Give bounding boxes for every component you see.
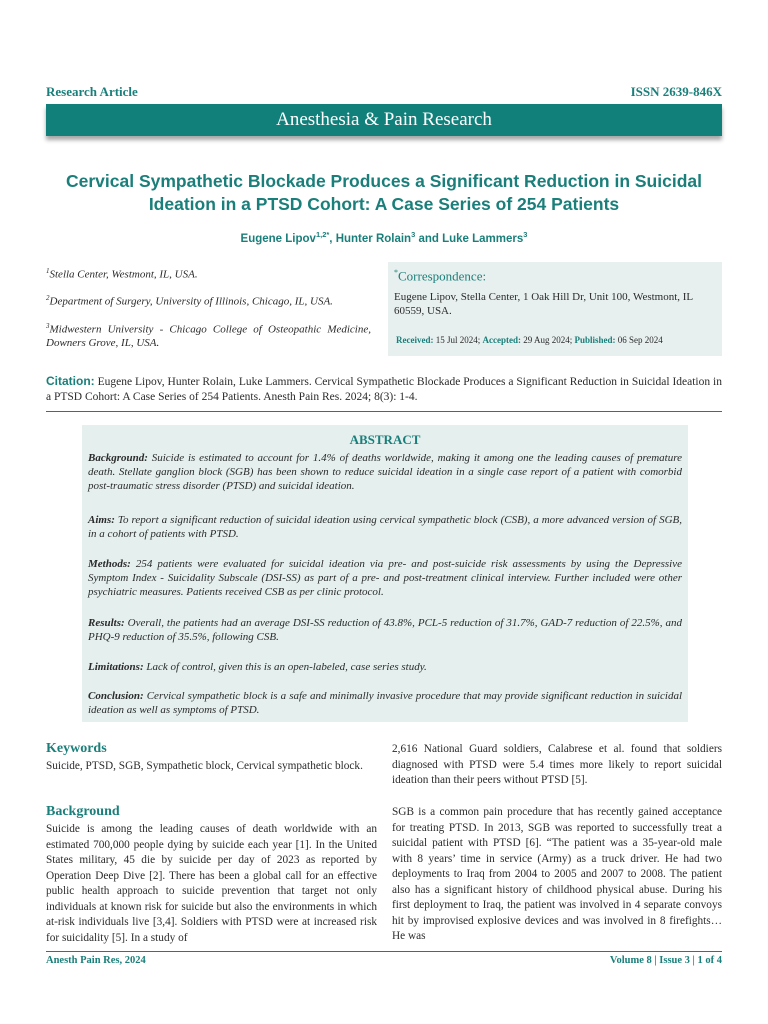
author-name: Hunter Rolain [335,232,412,245]
background-paragraph-right-1: 2,616 National Guard soldiers, Calabrese et al. found that soldiers diagnosed with PTSD were 5.4 times more likely to report suicidal ideation than their peers without PTSD [5]. [392,743,722,786]
author-affiliation-mark: 3 [411,230,416,239]
affiliation-number: 2 [46,294,50,302]
citation-text: Eugene Lipov, Hunter Rolain, Luke Lammers. Cervical Sympathetic Blockade Produces a Significant Reduction in Suicidal Ideation in a PTSD Cohort: A Case Series of 254 Patients. Anesth Pain Res. 2024; 8(3): 1-4. [46,376,722,403]
affiliation-number: 1 [46,267,50,275]
footer-divider [46,951,722,952]
journal-banner [46,104,722,136]
affiliation [46,292,371,309]
abstract-aims [88,513,682,541]
footer-volume-page: Volume 8 | Issue 3 | 1 of 4 [609,955,722,966]
abstract-heading: ABSTRACT [349,432,421,447]
affiliation-text: Stella Center, Westmont, IL, USA. [49,268,198,281]
abstract-results [88,616,682,644]
header-line [46,84,722,102]
article-dates [396,335,718,345]
journal-name: Anesthesia & Pain Research [276,109,492,130]
abstract-label: Results: [88,617,125,629]
affiliation [46,320,371,350]
accepted-date: 29 Aug 2024; [520,335,575,345]
keywords-text: Suicide, PTSD, SGB, Sympathetic block, Cervical sympathetic block. [46,760,363,772]
abstract-label: Limitations: [88,661,144,673]
affiliation-number: 3 [46,322,50,330]
background-paragraph-left: Suicide is among the leading causes of death worldwide with an estimated 700,000 people dying by suicide each year [1]. In the United States military, 45 die by suicide per day of 2023 as reported by Operation Deep Dive [2]. There has been a global call for an effective public health approach to suicide prevention that target not only individuals at known risk for suicide but also the environments in which at-risk individuals live [3,4]. Soldiers with PTSD were at increased risk for suicidality [5]. In a study of [46,823,377,944]
correspondence-heading [394,268,486,284]
abstract-label: Background: [88,452,148,464]
author-name: Luke Lammers [442,232,524,245]
keywords-heading: Keywords [46,741,107,756]
abstract-text: Cervical sympathetic block is a safe and minimally invasive procedure that may provide significant reduction in suicidal ideation as well as symptoms of PTSD. [88,690,682,716]
citation-label: Citation: [46,374,95,388]
abstract-box [82,425,688,722]
published-date: 06 Sep 2024 [615,335,663,345]
correspondence-address: Eugene Lipov, Stella Center, 1 Oak Hill Dr, Unit 100, Westmont, IL 60559, USA. [394,291,693,317]
abstract-label: Conclusion: [88,690,144,702]
author-separator: , [329,232,336,245]
background-heading: Background [46,804,120,819]
abstract-text: Lack of control, given this is an open-labeled, case series study. [143,661,427,673]
correspondence-box [388,262,722,356]
affiliation-text: Midwestern University - Chicago College of Osteopathic Medicine, Downers Grove, IL, USA. [46,323,371,349]
abstract-background [88,451,682,493]
background-paragraph-right-2: SGB is a common pain procedure that has recently gained acceptance for treating PTSD. In 2013, SGB was reported to successfully treat a suicidal patient with PTSD [6]. “The patient was a 35-year-old male with 8 years’ time in service (Army) as a truck driver. He had two deployments to Iraq from 2004 to 2005 and 2007 to 2008. The patient also has a significant history of childhood physical abuse. During his first deployment to Iraq, the patient was involved in 4 separate convoys hit by improvised explosive devices and was involved in 8 firefights… He was [392,806,722,942]
abstract-conclusion [88,689,682,717]
article-title: Cervical Sympathetic Blockade Produces a Significant Reduction in Suicidal Ideation in a PTSD Cohort: A Case Series of 254 Patients [65,171,702,214]
abstract-text: Overall, the patients had an average DSI-SS reduction of 43.8%, PCL-5 reduction of 31.7%, GAD-7 reduction of 22.5%, and PHQ-9 reduction of 35.5%, following CSB. [88,617,682,643]
author-separator: and [415,232,443,245]
author-list [0,230,768,245]
abstract-methods [88,557,682,599]
affiliation [46,265,371,282]
abstract-label: Aims: [88,514,115,526]
article-type: Research Article [46,84,138,99]
accepted-label: Accepted: [482,335,521,345]
author-name: Eugene Lipov [240,232,316,245]
footer-journal: Anesth Pain Res, 2024 [46,955,146,966]
correspondence-heading-text: Correspondence: [398,268,487,284]
issn: ISSN 2639-846X [630,84,722,99]
received-date: 15 Jul 2024; [433,335,483,345]
author-affiliation-mark: 1,2* [315,230,330,239]
published-label: Published: [574,335,616,345]
abstract-text: To report a significant reduction of suicidal ideation using cervical sympathetic block (CSB), a more advanced version of SGB, in a cohort of patients with PTSD. [88,514,682,540]
received-label: Received: [396,335,434,345]
affiliation-text: Department of Surgery, University of Illinois, Chicago, IL, USA. [49,295,333,308]
abstract-text: Suicide is estimated to account for 1.4% of deaths worldwide, making it among one the leading causes of premature death. Stellate ganglion block (SGB) has been shown to reduce suicidal ideation in a single case report of a patient with comorbid post-traumatic stress disorder (PTSD) and suicidal ideation. [88,452,682,492]
author-affiliation-mark: 3 [523,230,528,239]
divider [46,411,722,412]
citation [46,374,722,405]
abstract-text: 254 patients were evaluated for suicidal ideation via pre- and post-suicide risk assessments by using the Depressive Symptom Index - Suicidality Subscale (DSI-SS) as part of a pre- and post-treatment clinical interview. Further included were other psychiatric measures. Patients received CSB as per clinic protocol. [88,558,682,598]
abstract-label: Methods: [88,558,131,570]
abstract-limitations [88,660,682,674]
correspondence-star: * [394,268,398,277]
